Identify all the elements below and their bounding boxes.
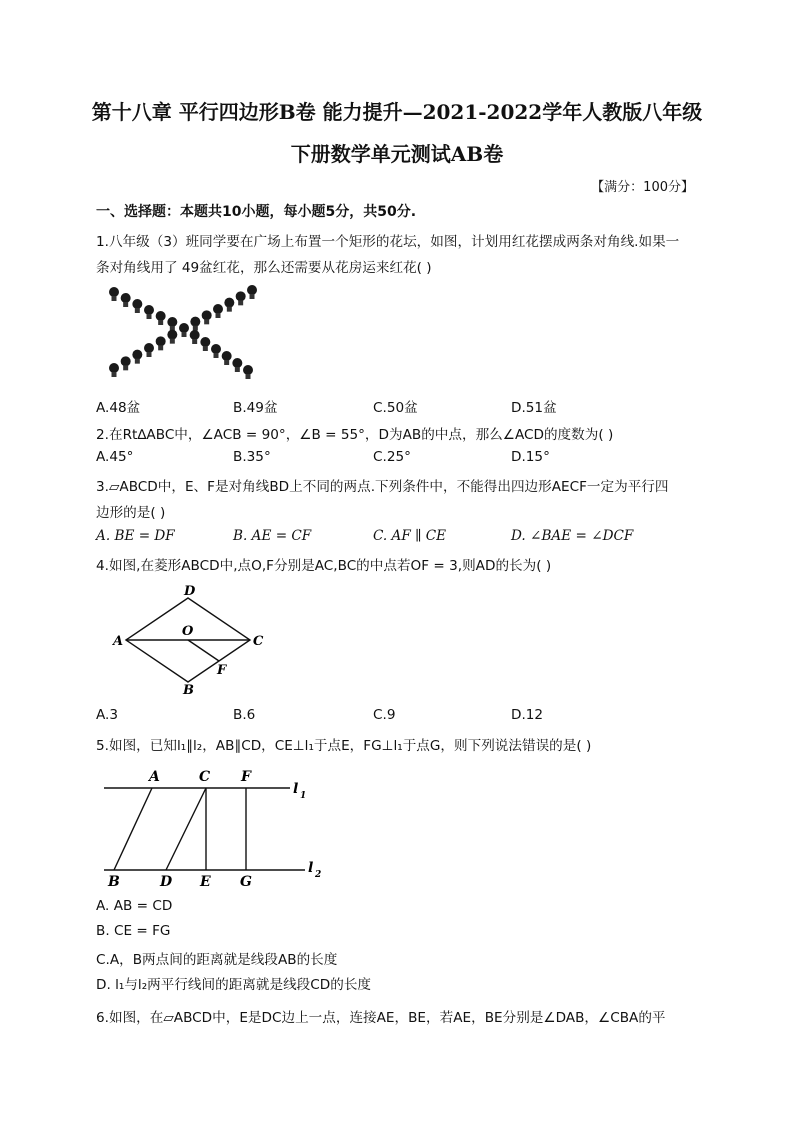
flower-pot-icon bbox=[144, 305, 154, 319]
flower-pot-icon bbox=[179, 323, 189, 337]
flower-pot-icon bbox=[132, 350, 142, 364]
page-title-line1: 第十八章 平行四边形B卷 能力提升—2021-2022学年人教版八年级 bbox=[91, 100, 703, 124]
q2-option-a: A.45° bbox=[96, 449, 134, 465]
label-l1: l bbox=[293, 781, 299, 797]
q5-option-a: A. AB = CD bbox=[96, 898, 173, 914]
q3-option-d: D. ∠BAE = ∠DCF bbox=[511, 528, 634, 544]
q1-flower-figure bbox=[100, 282, 270, 387]
q4-option-b: B.6 bbox=[233, 707, 256, 723]
q1-option-b: B.49盆 bbox=[233, 400, 278, 416]
q3-line2: 边形的是( ) bbox=[96, 505, 166, 521]
label-l1-sub: 1 bbox=[300, 791, 307, 801]
flower-pot-icon bbox=[243, 365, 253, 379]
label-d: D bbox=[160, 874, 173, 890]
q5-stem: 5.如图，已知l₁∥l₂，AB∥CD，CE⊥l₁于点E，FG⊥l₁于点G，则下列说法错误的是( ) bbox=[96, 738, 592, 754]
q6-stem: 6.如图，在▱ABCD中，E是DC边上一点，连接AE，BE，若AE，BE分别是∠DAB，∠CBA的平 bbox=[96, 1010, 666, 1026]
q5-option-c: C.A，B两点间的距离就是线段AB的长度 bbox=[96, 952, 338, 968]
label-c: C bbox=[199, 769, 211, 785]
q2-option-d: D.15° bbox=[511, 449, 550, 465]
q5-option-d: D. l₁与l₂两平行线间的距离就是线段CD的长度 bbox=[96, 977, 372, 993]
label-e: E bbox=[200, 874, 211, 890]
flower-pot-icon bbox=[211, 344, 221, 358]
q1-option-d: D.51盆 bbox=[511, 400, 557, 416]
segment-of bbox=[188, 640, 219, 661]
q1-line2: 条对角线用了 49盆红花，那么还需要从花房运来红花( ) bbox=[96, 260, 432, 276]
flower-pot-icon bbox=[213, 304, 223, 318]
flower-pot-icon bbox=[167, 317, 177, 331]
label-b: B bbox=[108, 874, 120, 890]
label-o: O bbox=[182, 624, 194, 639]
flower-pot-icon bbox=[156, 311, 166, 325]
score-label: 【满分：100分】 bbox=[591, 180, 694, 195]
flower-pot-icon bbox=[222, 351, 232, 365]
flower-pot-icon bbox=[121, 356, 131, 370]
flower-pot-icon bbox=[121, 293, 131, 307]
q5-parallel-lines-figure bbox=[100, 762, 330, 892]
q3-option-a: A. BE = DF bbox=[96, 528, 175, 544]
q3-option-c: C. AF ∥ CE bbox=[373, 528, 447, 544]
flower-pot-icon bbox=[167, 330, 177, 344]
flower-pot-icon bbox=[156, 336, 166, 350]
flower-pot-icon bbox=[247, 285, 257, 299]
flower-pot-icon bbox=[144, 343, 154, 357]
flower-pot-icon bbox=[109, 287, 119, 301]
flower-pot-icon bbox=[190, 330, 200, 344]
q4-rhombus-figure bbox=[110, 582, 270, 697]
label-d: D bbox=[184, 584, 196, 599]
q5-option-b: B. CE = FG bbox=[96, 923, 171, 939]
segment-ab bbox=[114, 788, 152, 870]
q2-option-c: C.25° bbox=[373, 449, 411, 465]
q1-option-a: A.48盆 bbox=[96, 400, 141, 416]
flower-pot-icon bbox=[132, 299, 142, 313]
q4-stem: 4.如图,在菱形ABCD中,点O,F分别是AC,BC的中点若OF = 3,则AD的长为( ) bbox=[96, 558, 552, 574]
q1-line1: 1.八年级（3）班同学要在广场上布置一个矩形的花坛，如图，计划用红花摆成两条对角线.如果一 bbox=[96, 234, 680, 250]
q1-option-c: C.50盆 bbox=[373, 400, 418, 416]
label-f: F bbox=[217, 663, 227, 678]
q4-option-a: A.3 bbox=[96, 707, 119, 723]
label-l2-sub: 2 bbox=[315, 870, 322, 880]
q3-option-b: B. AE = CF bbox=[233, 528, 312, 544]
label-a: A bbox=[113, 634, 124, 649]
segment-cd bbox=[166, 788, 206, 870]
flower-pot-icon bbox=[202, 310, 212, 324]
label-a: A bbox=[149, 769, 160, 785]
label-f: F bbox=[241, 769, 251, 785]
q4-option-c: C.9 bbox=[373, 707, 396, 723]
q2-stem: 2.在Rt∆ABC中，∠ACB = 90°，∠B = 55°，D为AB的中点，那么∠ACD的度数为( ) bbox=[96, 427, 614, 443]
flower-pot-icon bbox=[190, 317, 200, 331]
page-title-line2: 下册数学单元测试AB卷 bbox=[290, 142, 504, 166]
q2-option-b: B.35° bbox=[233, 449, 271, 465]
label-g: G bbox=[240, 874, 252, 890]
label-b: B bbox=[183, 683, 194, 697]
q4-option-d: D.12 bbox=[511, 707, 544, 723]
q3-line1: 3.▱ABCD中，E、F是对角线BD上不同的两点.下列条件中，不能得出四边形AECF一定为平行四 bbox=[96, 479, 669, 495]
flower-pot-icon bbox=[200, 337, 210, 351]
section-heading: 一、选择题：本题共10小题，每小题5分，共50分. bbox=[96, 204, 417, 220]
flower-pot-icon bbox=[236, 291, 246, 305]
flower-pot-icon bbox=[109, 363, 119, 377]
label-l2: l bbox=[308, 860, 314, 876]
label-c: C bbox=[253, 634, 264, 649]
flower-pot-icon bbox=[224, 298, 234, 312]
flower-pot-icon bbox=[232, 358, 242, 372]
